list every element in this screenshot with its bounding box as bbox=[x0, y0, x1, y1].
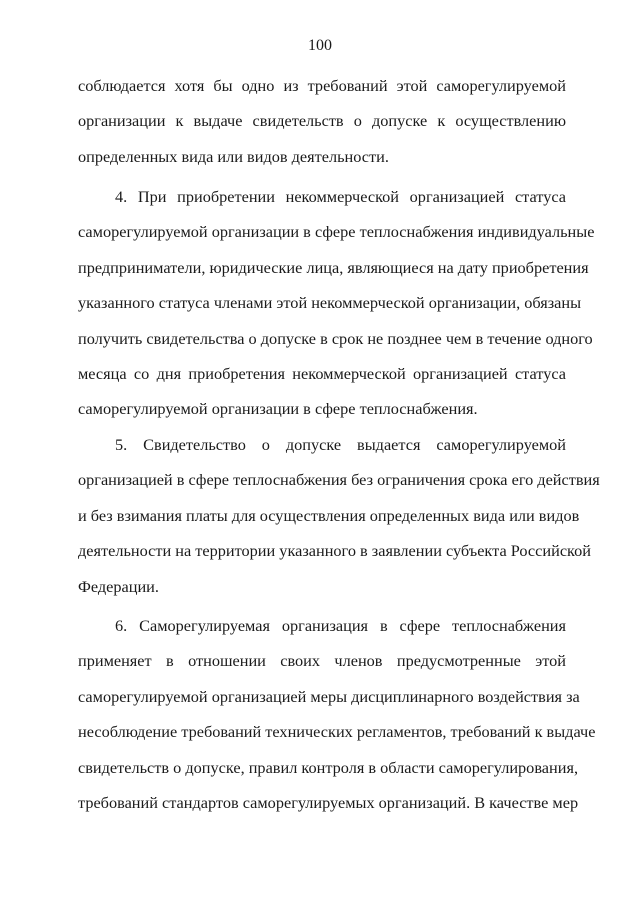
text-line: получить свидетельства о допуске в срок не позднее чем в течение одного bbox=[78, 328, 593, 348]
text-line: 5. Свидетельство о допуске выдается саморегулируемой bbox=[115, 435, 566, 454]
text-line: саморегулируемой организации в сфере теплоснабжения индивидуальные bbox=[78, 222, 595, 242]
text-line: несоблюдение требований технических регламентов, требований к выдаче bbox=[78, 722, 596, 742]
text-line: организацией в сфере теплоснабжения без ограничения срока его действия bbox=[78, 470, 600, 490]
text-line: Федерации. bbox=[78, 576, 159, 596]
text-line: свидетельств о допуске, правил контроля в области саморегулирования, bbox=[78, 757, 579, 777]
text-line: деятельности на территории указанного в заявлении субъекта Российской bbox=[78, 541, 591, 561]
text-line: организации к выдаче свидетельств о допуске к осуществлению bbox=[78, 111, 566, 131]
text-line: саморегулируемой организацией меры дисциплинарного воздействия за bbox=[78, 686, 580, 706]
text-line: предприниматели, юридические лица, являющиеся на дату приобретения bbox=[78, 257, 589, 277]
text-line: и без взимания платы для осуществления определенных вида или видов bbox=[78, 505, 580, 525]
paragraph-5 bbox=[78, 427, 600, 604]
text-line: соблюдается хотя бы одно из требований этой саморегулируемой bbox=[78, 76, 566, 95]
text-line: месяца со дня приобретения некоммерческой организацией статуса bbox=[78, 363, 566, 383]
text-line: определенных вида или видов деятельности. bbox=[78, 146, 389, 166]
text-line: 6. Саморегулируемая организация в сфере теплоснабжения bbox=[115, 616, 566, 635]
text-line: применяет в отношении своих членов предусмотренные этой bbox=[78, 651, 566, 671]
paragraph-continuation bbox=[78, 68, 566, 174]
text-line: саморегулируемой организации в сфере теплоснабжения. bbox=[78, 399, 478, 419]
text-line: указанного статуса членами этой некоммерческой организации, обязаны bbox=[78, 293, 582, 313]
paragraph-6 bbox=[78, 608, 596, 820]
text-line: требований стандартов саморегулируемых организаций. В качестве мер bbox=[78, 792, 579, 812]
text-line: 4. При приобретении некоммерческой организацией статуса bbox=[115, 187, 566, 206]
paragraph-4 bbox=[78, 179, 595, 427]
page-number: 100 bbox=[308, 37, 332, 54]
